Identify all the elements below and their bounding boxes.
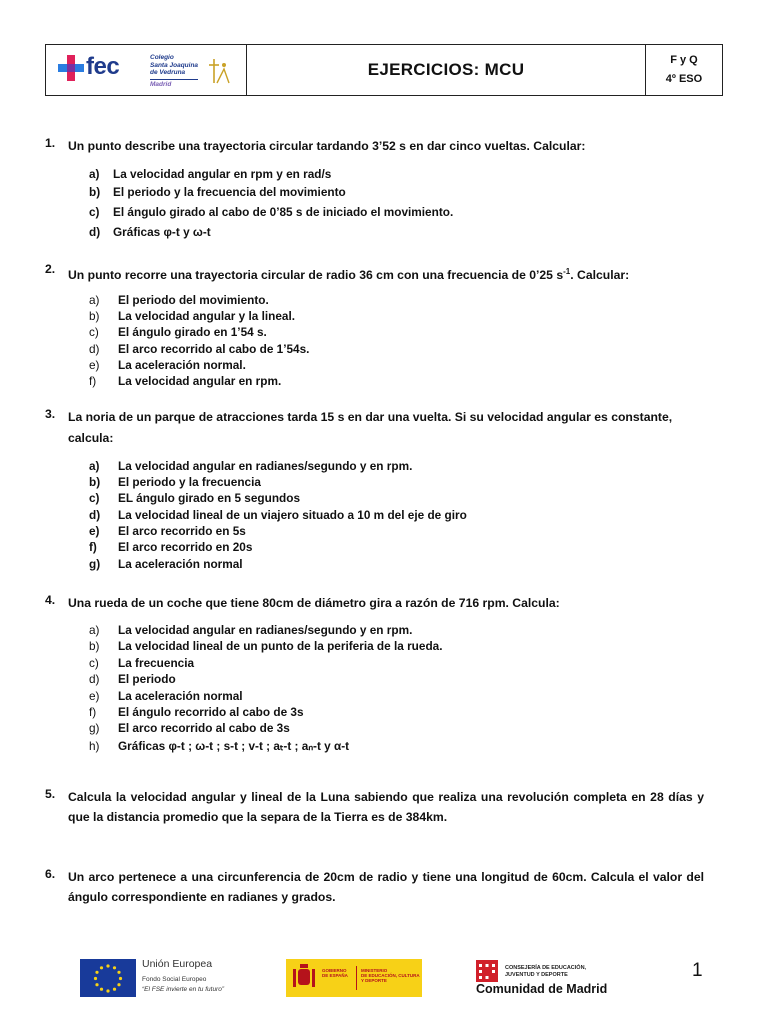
item-letter: c) — [89, 205, 100, 219]
subject: F y Q — [670, 54, 698, 66]
item-text: El periodo y la frecuencia — [118, 475, 261, 489]
item-letter: a) — [89, 293, 100, 307]
item-text: El arco recorrido al cabo de 1’54s. — [118, 342, 310, 356]
item-text: La velocidad lineal de un punto de la periferia de la rueda. — [118, 639, 443, 653]
comunidad-madrid-logo — [474, 956, 624, 1000]
exercise-number: 5. — [45, 787, 56, 801]
gov-divider — [356, 966, 357, 990]
item-letter: a) — [89, 623, 100, 637]
eu-flag-icon — [80, 959, 136, 997]
item-text: La velocidad lineal de un viajero situado a 10 m del eje de giro — [118, 508, 467, 522]
exercise-statement: Una rueda de un coche que tiene 80cm de diámetro gira a razón de 716 rpm. Calcula: — [68, 596, 560, 610]
cam-name: Comunidad de Madrid — [476, 982, 608, 996]
gobierno-espana-logo — [286, 956, 422, 1000]
item-text: El arco recorrido en 20s — [118, 540, 253, 554]
item-text: La aceleración normal — [118, 557, 243, 571]
item-letter: c) — [89, 491, 100, 505]
item-letter: d) — [89, 508, 101, 522]
item-text: Gráficas φ-t ; ω-t ; s-t ; v-t ; aₜ-t ; aₙ-t y α-t — [118, 739, 350, 753]
item-text: La velocidad angular y la lineal. — [118, 309, 296, 323]
gov-right-line: Y DEPORTE — [361, 978, 387, 983]
item-text: La aceleración normal — [118, 689, 243, 703]
item-letter: e) — [89, 358, 100, 372]
item-letter: d) — [89, 342, 100, 356]
item-text: EL ángulo girado en 5 segundos — [118, 491, 300, 505]
eu-motto: “El FSE invierte en tu futuro” — [142, 986, 225, 993]
item-text: El ángulo girado en 1’54 s. — [118, 325, 267, 339]
cam-dept-line: JUVENTUD Y DEPORTE — [505, 971, 568, 978]
item-text: La velocidad angular en rpm y en rad/s — [113, 167, 332, 181]
item-letter: d) — [89, 672, 100, 686]
item-letter: b) — [89, 185, 101, 199]
page-number: 1 — [692, 960, 703, 981]
exercise-number: 3. — [45, 407, 56, 421]
item-text: La aceleración normal. — [118, 358, 246, 372]
gov-left-line: GOBIERNO — [322, 968, 347, 973]
item-text: El periodo — [118, 672, 176, 686]
gov-right-text — [361, 968, 420, 983]
item-text: El arco recorrido al cabo de 3s — [118, 721, 290, 735]
school-line-2: Santa Joaquina — [150, 61, 199, 69]
item-text: La velocidad angular en rpm. — [118, 374, 282, 388]
item-text: El arco recorrido en 5s — [118, 524, 246, 538]
item-text: El ángulo recorrido al cabo de 3s — [118, 705, 304, 719]
item-letter: e) — [89, 689, 100, 703]
item-letter: a) — [89, 459, 100, 473]
gov-left-text — [322, 968, 348, 978]
exercise-number: 6. — [45, 867, 56, 881]
school-city: Madrid — [150, 79, 198, 89]
exercise-statement: Calcula la velocidad angular y lineal de la Luna sabiendo que realiza una revolución completa en 28 días y que la distancia promedio que la separa de la Tierra es de 384km. — [68, 790, 704, 824]
item-letter: f) — [89, 540, 97, 554]
exercise-statement: La noria de un parque de atracciones tarda 15 s en dar una vuelta. Si su velocidad angular es constante, calcula: — [68, 410, 673, 445]
statement-text-end: . Calcular: — [570, 268, 630, 283]
item-letter: g) — [89, 721, 100, 735]
cam-dept-line: CONSEJERÍA DE EDUCACIÓN, — [505, 965, 587, 971]
school-line-1: Colegio — [150, 54, 174, 61]
eu-fund: Fondo Social Europeo — [142, 976, 207, 983]
item-letter: h) — [89, 739, 100, 753]
gov-right-line: DE EDUCACIÓN, CULTURA — [361, 973, 420, 978]
exercise-number: 4. — [45, 593, 56, 607]
exercise-number: 2. — [45, 262, 56, 276]
item-text: La velocidad angular en radianes/segundo y en rpm. — [118, 623, 413, 637]
item-letter: a) — [89, 167, 100, 181]
coat-of-arms-icon — [291, 963, 317, 993]
item-letter: b) — [89, 309, 100, 323]
statement-exponent: -1 — [563, 267, 571, 276]
grade-level: 4º ESO — [665, 73, 703, 85]
page-title: EJERCICIOS: MCU — [247, 45, 646, 95]
item-letter: f) — [89, 374, 97, 388]
gov-left-line: DE ESPAÑA — [322, 973, 348, 978]
exercise-number: 1. — [45, 136, 56, 150]
item-text: El ángulo girado al cabo de 0’85 s de iniciado el movimiento. — [113, 205, 454, 219]
item-text: El periodo y la frecuencia del movimiento — [113, 185, 346, 199]
exercise-statement: Un punto describe una trayectoria circular tardando 3’52 s en dar cinco vueltas. Calcular: — [68, 139, 586, 153]
item-letter: c) — [89, 656, 99, 670]
item-letter: f) — [89, 705, 97, 719]
madrid-stars-icon — [476, 960, 498, 982]
exercise-statement — [68, 262, 704, 285]
cam-department — [505, 965, 586, 978]
item-text: Gráficas φ-t y ω-t — [113, 225, 211, 239]
eu-fse-logo — [80, 956, 260, 1000]
item-letter: d) — [89, 225, 101, 239]
item-text: La frecuencia — [118, 656, 195, 670]
item-letter: g) — [89, 557, 101, 571]
item-letter: b) — [89, 475, 101, 489]
fec-brand: fec — [86, 53, 120, 80]
school-line-3: de Vedruna — [150, 69, 186, 76]
item-letter: b) — [89, 639, 100, 653]
statement-text: Un punto recorre una trayectoria circular de radio 36 cm con una frecuencia de 0’25 s — [68, 268, 564, 283]
item-letter: c) — [89, 325, 99, 339]
gov-right-line: MINISTERIO — [361, 968, 388, 973]
eu-title: Unión Europea — [142, 958, 213, 970]
item-letter: e) — [89, 524, 100, 538]
item-text: La velocidad angular en radianes/segundo y en rpm. — [118, 459, 413, 473]
item-text: El periodo del movimiento. — [118, 293, 269, 307]
exercise-statement: Un arco pertenece a una circunferencia de 20cm de radio y tiene una longitud de 60cm. Calcula el valor del ángulo correspondiente en radianes y grados. — [68, 870, 704, 904]
